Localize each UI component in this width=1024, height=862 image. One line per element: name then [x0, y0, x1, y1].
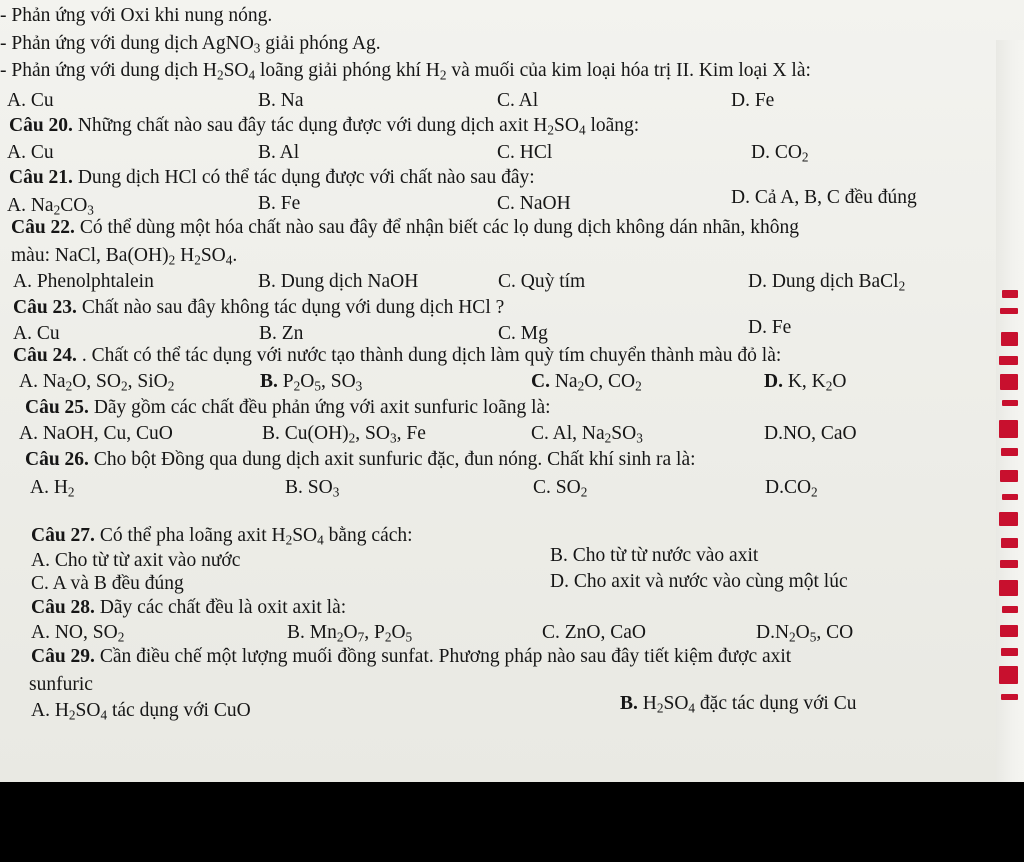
spine-mark — [1001, 694, 1018, 700]
question-23-label: Câu 23. — [13, 297, 77, 318]
spine-mark — [1001, 538, 1018, 548]
q21-option-c: C. NaOH — [497, 193, 571, 214]
q24-option-b: B. $P_2O_5$, $SO_3$ — [260, 371, 363, 394]
q27-option-c: C. A và B đều đúng — [31, 573, 184, 594]
q23-option-d: D. Fe — [748, 317, 792, 338]
question-25-label: Câu 25. — [25, 397, 89, 418]
q21-option-b: B. Fe — [258, 193, 301, 214]
partial-question-line-1: - Phản ứng với Oxi khi nung nóng. — [0, 5, 273, 26]
spine-mark — [999, 512, 1018, 526]
question-22-line-2: màu: NaCl, $Ba(OH)_2$ $H_2SO_4$. — [11, 245, 238, 268]
question-22-label: Câu 22. — [11, 217, 75, 238]
spine-mark — [1000, 374, 1018, 390]
question-26: Câu 26. Cho bột Đồng qua dung dịch axit sunfuric đặc, đun nóng. Chất khí sinh ra là: — [25, 449, 696, 470]
partial-option-d: D. Fe — [731, 90, 775, 111]
partial-option-b: B. Na — [258, 90, 304, 111]
q26-option-b: B. $SO_3$ — [285, 477, 340, 500]
q25-option-b: B. $Cu(OH)_2$, $SO_3$, Fe — [262, 423, 426, 446]
question-25: Câu 25. Dãy gồm các chất đều phản ứng với axit sunfuric loãng là: — [25, 397, 551, 418]
q28-option-d: $D.N_2O_5$, CO — [756, 622, 854, 645]
question-20-label: Câu 20. — [9, 115, 73, 136]
question-29-line-2: sunfuric — [29, 674, 93, 695]
q26-option-a: A. $H_2$ — [30, 477, 75, 500]
q23-option-a: A. Cu — [13, 323, 60, 344]
partial-question-line-2: - Phản ứng với dung dịch AgNO$_3$ giải phóng Ag. — [0, 33, 381, 56]
q29-option-a: A. $H_2SO_4$ tác dụng với CuO — [31, 700, 251, 723]
partial-question-line-3: - Phản ứng với dung dịch $H_2SO_4$ loãng giải phóng khí $H_2$ và muối của kim loại hóa trị II. Kim loại X là: — [0, 60, 811, 83]
spine-mark — [999, 356, 1018, 365]
q22-option-b: B. Dung dịch NaOH — [258, 271, 419, 292]
q20-option-d: D. $CO_2$ — [751, 142, 809, 165]
q24-option-d: D. K, $K_2O$ — [764, 371, 847, 394]
q25-option-c: C. Al, $Na_2SO_3$ — [531, 423, 643, 446]
q28-option-a: A. NO, $SO_2$ — [31, 622, 125, 645]
q20-option-c: C. HCl — [497, 142, 553, 163]
q21-option-a: A. $Na_2CO_3$ — [7, 195, 94, 218]
question-26-label: Câu 26. — [25, 449, 89, 470]
spine-mark — [999, 666, 1018, 684]
partial-option-a: A. Cu — [7, 90, 54, 111]
question-21: Câu 21. Dung dịch HCl có thể tác dụng được với chất nào sau đây: — [9, 167, 535, 188]
spine-mark — [999, 420, 1018, 438]
spine-mark — [999, 580, 1018, 596]
spine-mark — [1002, 400, 1018, 406]
question-29-label: Câu 29. — [31, 646, 95, 667]
question-21-label: Câu 21. — [9, 167, 73, 188]
question-24-label: Câu 24. — [13, 345, 77, 366]
q27-option-d: D. Cho axit và nước vào cùng một lúc — [550, 571, 848, 592]
spine-mark — [1000, 560, 1018, 568]
q25-option-d: D.NO, CaO — [764, 423, 857, 444]
spine-mark — [1000, 308, 1018, 314]
q24-option-c: C. $Na_2O$, $CO_2$ — [531, 371, 642, 394]
q20-option-b: B. Al — [258, 142, 300, 163]
q28-option-c: C. ZnO, CaO — [542, 622, 646, 643]
question-24: Câu 24. . Chất có thể tác dụng với nước tạo thành dung dịch làm quỳ tím chuyển thành màu đỏ là: — [13, 345, 782, 366]
q27-option-a: A. Cho từ từ axit vào nước — [31, 550, 241, 571]
spine-mark — [1000, 625, 1018, 637]
spine-mark — [1001, 648, 1018, 656]
q24-option-a: A. $Na_2O$, $SO_2$, SiO$_2$ — [19, 371, 175, 394]
spine-mark — [1002, 290, 1018, 298]
q26-option-c: C. $SO_2$ — [533, 477, 588, 500]
spine-mark — [1001, 332, 1018, 346]
question-22: Câu 22. Có thể dùng một hóa chất nào sau đây để nhận biết các lọ dung dịch không dán nhãn, không — [11, 217, 799, 238]
question-27: Câu 27. Có thể pha loãng axit $H_2SO_4$ bằng cách: — [31, 525, 413, 548]
q23-option-b: B. Zn — [259, 323, 304, 344]
question-28-label: Câu 28. — [31, 597, 95, 618]
q28-option-b: B. $Mn_2O_7$, $P_2O_5$ — [287, 622, 413, 645]
question-23: Câu 23. Chất nào sau đây không tác dụng với dung dịch HCl ? — [13, 297, 505, 318]
q21-option-d: D. Cả A, B, C đều đúng — [731, 187, 917, 208]
q29-option-b: B. $H_2SO_4$ đặc tác dụng với Cu — [620, 693, 857, 716]
question-28: Câu 28. Dãy các chất đều là oxit axit là: — [31, 597, 347, 618]
page-right-edge — [996, 40, 1024, 782]
q26-option-d: $D.CO_2$ — [765, 477, 818, 500]
spine-mark — [1001, 448, 1018, 456]
question-20: Câu 20. Những chất nào sau đây tác dụng được với dung dịch axit $H_2SO_4$ loãng: — [9, 115, 640, 138]
q22-option-d: D. Dung dịch BaCl$_2$ — [748, 271, 906, 294]
question-27-label: Câu 27. — [31, 525, 95, 546]
q27-option-b: B. Cho từ từ nước vào axit — [550, 545, 759, 566]
spine-mark — [1002, 606, 1018, 613]
q22-option-c: C. Quỳ tím — [498, 271, 586, 292]
q20-option-a: A. Cu — [7, 142, 54, 163]
spine-mark — [1002, 494, 1018, 500]
q22-option-a: A. Phenolphtalein — [13, 271, 154, 292]
partial-option-c: C. Al — [497, 90, 539, 111]
q23-option-c: C. Mg — [498, 323, 548, 344]
question-29: Câu 29. Cần điều chế một lượng muối đồng sunfat. Phương pháp nào sau đây tiết kiệm được axit — [31, 646, 792, 667]
spine-mark — [1000, 470, 1018, 482]
black-bottom-area — [0, 782, 1024, 862]
q25-option-a: A. NaOH, Cu, CuO — [19, 423, 173, 444]
